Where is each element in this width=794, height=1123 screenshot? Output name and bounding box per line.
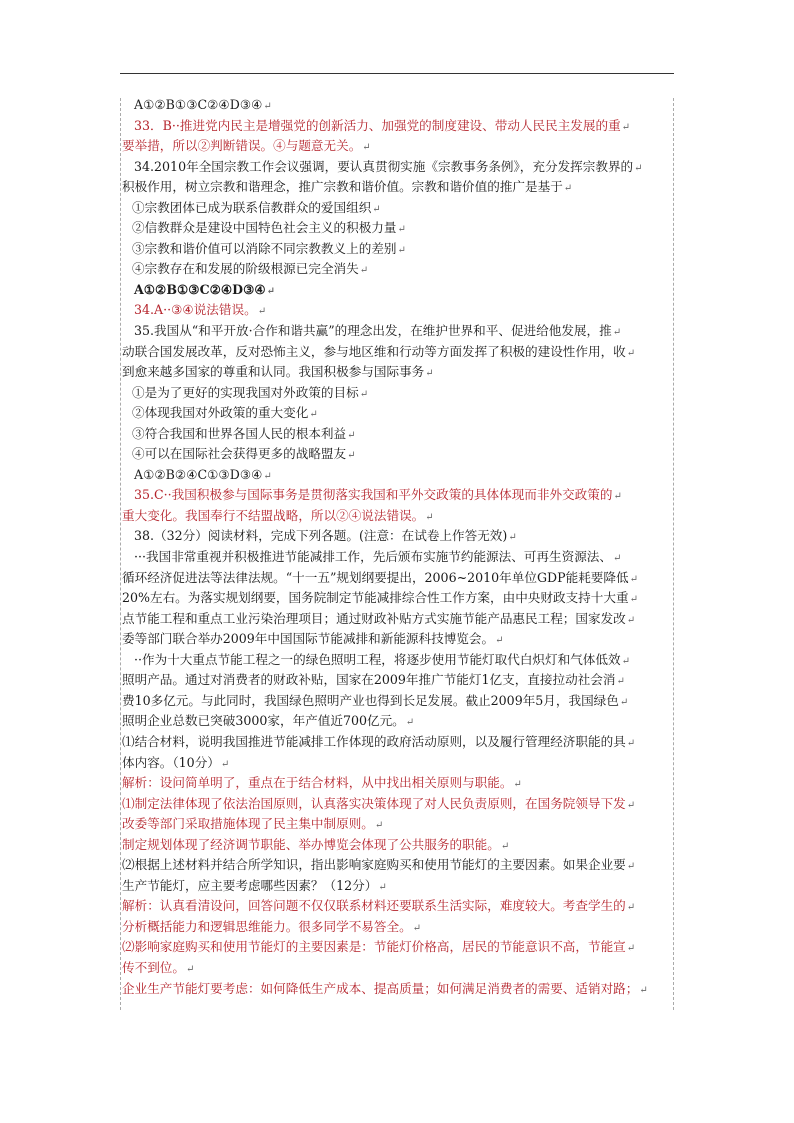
paragraph-mark-icon: ↵ xyxy=(619,696,629,708)
paragraph-mark-icon: ↵ xyxy=(374,820,384,832)
paragraph-mark-icon: ↵ xyxy=(359,265,369,277)
text-line xyxy=(122,691,674,712)
text-line xyxy=(122,732,674,753)
text-line xyxy=(122,814,674,835)
line-text: ①是为了更好的实现我国对外政策的目标 xyxy=(132,384,359,400)
text-line xyxy=(122,239,674,260)
line-text: ①宗教团体已成为联系信教群众的爱国组织 xyxy=(132,199,372,215)
text-line xyxy=(122,157,674,178)
paragraph-mark-icon: ↵ xyxy=(500,840,510,852)
line-text: 积极作用，树立宗教和谐理念，推广宗教和谐价值。宗教和谐价值的推广是基于 xyxy=(122,179,563,195)
paragraph-mark-icon: ↵ xyxy=(639,984,648,996)
text-line xyxy=(122,670,674,691)
paragraph-mark-icon: ↵ xyxy=(309,409,318,421)
line-text: ⑵影响家庭购买和使用节能灯的主要因素是：节能灯价格高，居民的节能意识不高，节能宣 xyxy=(122,939,626,955)
text-line xyxy=(122,116,674,137)
text-line xyxy=(122,958,674,979)
text-line xyxy=(122,526,674,547)
text-line xyxy=(122,218,674,239)
text-line xyxy=(122,198,674,219)
line-text: ②信教群众是建设中国特色社会主义的积极力量 xyxy=(132,220,397,236)
paragraph-mark-icon: ↵ xyxy=(626,902,636,914)
line-text: 分析概括能力和逻辑思维能力。很多同学不易答全。 xyxy=(122,918,412,934)
text-line xyxy=(122,95,674,116)
paragraph-mark-icon: ↵ xyxy=(372,203,381,215)
text-line xyxy=(122,177,674,198)
line-text: 改委等部门采取措施体现了民主集中制原则。 xyxy=(122,816,374,832)
line-text: 体内容。（10分） xyxy=(122,754,220,770)
paragraph-mark-icon: ↵ xyxy=(613,491,622,503)
paragraph-mark-icon: ↵ xyxy=(425,511,434,523)
text-line xyxy=(122,259,674,280)
paragraph-mark-icon: ↵ xyxy=(621,121,631,133)
line-text: 照明产品。通过对消费者的财政补贴，国家在2009年推广节能灯1亿支，直接拉动社会消 xyxy=(122,672,616,688)
line-text: 企业生产节能灯要考虑：如何降低生产成本、提高质量；如何满足消费者的需要、适销对路； xyxy=(122,980,639,996)
line-text: 38.（32分）阅读材料，完成下列各题。(注意：在试卷上作答无效) xyxy=(134,528,508,544)
paragraph-mark-icon: ↵ xyxy=(347,429,356,441)
paragraph-mark-icon: ↵ xyxy=(397,224,406,236)
paragraph-mark-icon: ↵ xyxy=(495,635,504,647)
paragraph-mark-icon: ↵ xyxy=(513,779,522,791)
paragraph-mark-icon: ↵ xyxy=(626,943,636,955)
text-line xyxy=(122,280,674,301)
line-text: 循环经济促进法等法律法规。“十一五”规划纲要提出，2006~2010年单位GDP能耗要降低 xyxy=(122,569,629,585)
text-line xyxy=(122,917,674,938)
paragraph-mark-icon: ↵ xyxy=(257,306,267,318)
line-text: ④宗教存在和发展的阶级根源已完全消失 xyxy=(132,261,359,277)
paragraph-mark-icon: ↵ xyxy=(612,327,622,339)
line-text: A①②B①③C②④D③④ xyxy=(134,97,263,112)
text-line xyxy=(122,485,674,506)
line-text: ··作为十大重点节能工程之一的绿色照明工程，将逐步使用节能灯取代白炽灯和气体低效 xyxy=(134,651,621,667)
line-text: 委等部门联合举办2009年中国国际节能减排和新能源科技博览会。 xyxy=(122,631,495,647)
line-text: ③宗教和谐价值可以消除不同宗教教义上的差别 xyxy=(132,240,397,256)
header-rule xyxy=(120,73,674,74)
paragraph-mark-icon: ↵ xyxy=(612,553,622,565)
text-line xyxy=(122,629,674,650)
paragraph-mark-icon: ↵ xyxy=(626,347,636,359)
paragraph-mark-icon: ↵ xyxy=(185,963,195,975)
text-line xyxy=(122,403,674,424)
line-text: 20%左右。为落实规划纲要，国务院制定节能减排综合性工作方案，由中央财政支持十大重 xyxy=(122,590,629,606)
line-text: ④可以在国际社会获得更多的战略盟友 xyxy=(132,446,347,462)
paragraph-mark-icon: ↵ xyxy=(412,922,422,934)
line-text: 34.2010年全国宗教工作会议强调，要认真贯彻实施《宗教事务条例》，充分发挥宗教界的 xyxy=(134,158,634,174)
text-line xyxy=(122,896,674,917)
text-line xyxy=(122,321,674,342)
text-line xyxy=(122,794,674,815)
line-text: ⑴制定法律体现了依法治国原则，认真落实决策体现了对人民负责原则，在国务院领导下发 xyxy=(122,795,626,811)
text-line xyxy=(122,300,674,321)
line-text: 生产节能灯，应主要考虑哪些因素？（12分） xyxy=(122,877,378,893)
paragraph-mark-icon: ↵ xyxy=(616,676,625,688)
paragraph-mark-icon: ↵ xyxy=(626,737,636,749)
line-text: 重大变化。我国奉行不结盟战略，所以②④说法错误。 xyxy=(122,507,425,523)
line-text: 动联合国发展改革，反对恐怖主义，参与地区维和行动等方面发挥了积极的建设性作用，收 xyxy=(122,343,626,359)
paragraph-mark-icon: ↵ xyxy=(626,799,636,811)
text-line xyxy=(122,753,674,774)
text-line xyxy=(122,937,674,958)
line-text: ②体现我国对外政策的重大变化 xyxy=(132,405,309,421)
paragraph-mark-icon: ↵ xyxy=(626,614,636,626)
line-text: 照明企业总数已突破3000家，年产值近700亿元。 xyxy=(122,713,405,729)
paragraph-mark-icon: ↵ xyxy=(626,861,636,873)
paragraph-mark-icon: ↵ xyxy=(347,450,356,462)
text-line xyxy=(122,876,674,897)
text-line xyxy=(122,465,674,486)
line-text: ③符合我国和世界各国人民的根本利益 xyxy=(132,425,347,441)
text-line xyxy=(122,568,674,589)
paragraph-mark-icon: ↵ xyxy=(263,470,272,482)
text-line xyxy=(122,342,674,363)
line-text: 33．B··推进党内民主是增强党的创新活力、加强党的制度建设、带动人民民主发展的重 xyxy=(134,117,621,133)
text-line xyxy=(122,424,674,445)
text-line xyxy=(122,444,674,465)
text-line xyxy=(122,711,674,732)
text-line xyxy=(122,362,674,383)
paragraph-mark-icon: ↵ xyxy=(263,101,272,112)
paragraph-mark-icon: ↵ xyxy=(629,573,638,585)
line-text: ···我国非常重视并积极推进节能减排工作，先后颁布实施节约能源法、可再生资源法、 xyxy=(134,549,612,565)
line-text: 费10多亿元。与此同时，我国绿色照明产业也得到长足发展。截止2009年5月，我国绿色 xyxy=(122,692,619,708)
paragraph-mark-icon: ↵ xyxy=(220,758,230,770)
paragraph-mark-icon: ↵ xyxy=(621,655,630,667)
paragraph-mark-icon: ↵ xyxy=(634,162,643,174)
line-text: 34.A··③④说法错误。 xyxy=(134,302,257,318)
line-text: 点节能工程和重点工业污染治理项目；通过财政补贴方式实施节能产品惠民工程；国家发改 xyxy=(122,610,626,626)
line-text: ⑴结合材料，说明我国推进节能减排工作体现的政府活动原则，以及履行管理经济职能的具 xyxy=(122,733,626,749)
line-text: 35.我国从“和平开放·合作和谐共赢”的理念出发，在维护世界和平、促进给他发展，推 xyxy=(134,323,612,339)
text-line xyxy=(122,835,674,856)
line-text: 解析：设问简单明了，重点在于结合材料，从中找出相关原则与职能。 xyxy=(122,775,513,791)
paragraph-mark-icon: ↵ xyxy=(405,717,415,729)
line-text: 到愈来越多国家的尊重和认同。我国积极参与国际事务 xyxy=(122,364,425,380)
paragraph-mark-icon: ↵ xyxy=(629,594,638,606)
paragraph-mark-icon: ↵ xyxy=(397,244,406,256)
paragraph-mark-icon: ↵ xyxy=(425,368,434,380)
text-line xyxy=(122,855,674,876)
document-body xyxy=(122,95,674,999)
text-line xyxy=(122,383,674,404)
line-text: 解析：认真看清设问，回答问题不仅仅联系材料还要联系生活实际，难度较大。考查学生的 xyxy=(122,898,626,914)
paragraph-mark-icon: ↵ xyxy=(508,532,517,544)
line-text: 制定规划体现了经济调节职能、举办博览会体现了公共服务的职能。 xyxy=(122,836,500,852)
line-text: ⑵根据上述材料并结合所学知识，指出影响家庭购买和使用节能灯的主要因素。如果企业要 xyxy=(122,857,626,873)
paragraph-mark-icon: ↵ xyxy=(563,183,573,195)
paragraph-mark-icon: ↵ xyxy=(378,881,387,893)
line-text: 要举措，所以②判断错误。④与题意无关。 xyxy=(122,138,362,154)
line-text: 35.C··我国积极参与国际事务是贯彻落实我国和平外交政策的具体体现而非外交政策的 xyxy=(134,487,613,503)
line-text: A①②B①③C②④D③④ xyxy=(134,281,266,297)
line-text: A①②B②④C①③D③④ xyxy=(134,466,263,482)
text-line xyxy=(122,773,674,794)
text-line xyxy=(122,547,674,568)
paragraph-mark-icon: ↵ xyxy=(359,388,369,400)
paragraph-mark-icon: ↵ xyxy=(362,142,371,154)
text-line xyxy=(122,650,674,671)
line-text: 传不到位。 xyxy=(122,959,185,975)
text-line xyxy=(122,609,674,630)
paragraph-mark-icon: ↵ xyxy=(266,285,276,297)
text-line xyxy=(122,979,674,1000)
text-line xyxy=(122,588,674,609)
text-line xyxy=(122,506,674,527)
text-line xyxy=(122,136,674,157)
